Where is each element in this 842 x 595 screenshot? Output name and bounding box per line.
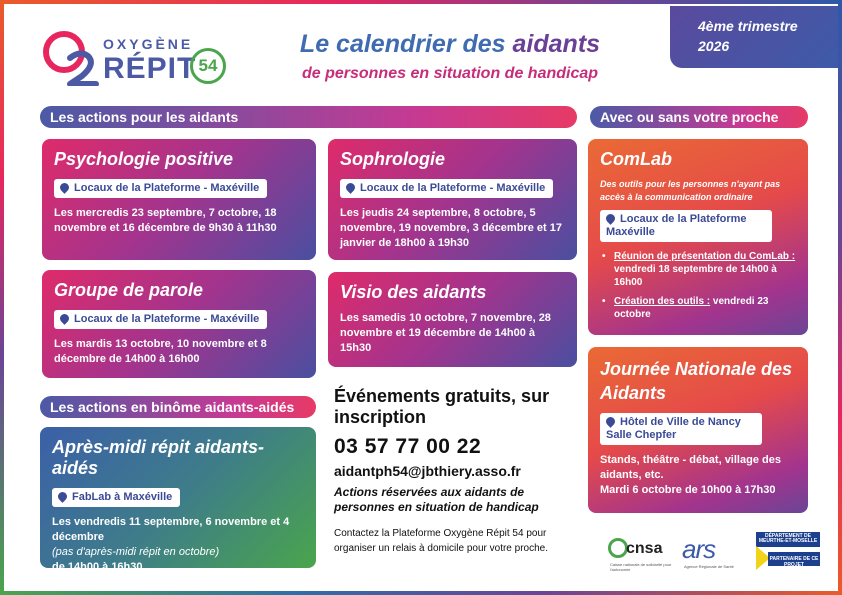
comlab-list [600, 250, 796, 321]
comlab-item-label: Réunion de présentation du ComLab : [614, 251, 796, 262]
card-psychologie [42, 139, 316, 260]
location-label: Locaux de la Plateforme - Maxéville [74, 182, 260, 194]
section-actions-aidants: Les actions pour les aidants [40, 106, 577, 128]
comlab-description: Des outils pour les personnes n'ayant pas accès à la communication ordinaire [600, 179, 781, 202]
reserved-notice: Actions réservées aux aidants de personnes en situation de handicap [334, 485, 539, 514]
section-binome: Les actions en binôme aidants-aidés [40, 396, 316, 418]
card-title: Groupe de parole [54, 280, 204, 300]
quarter-label: 4ème trimestre [698, 18, 798, 34]
card-title: Sophrologie [340, 149, 445, 169]
cnsa-tagline: Caisse nationale de solidarité pour l'autonomie [610, 562, 672, 572]
o2-logo-icon [40, 28, 110, 86]
dept-partner-label: PARTENAIRE DE CE PROJET [768, 552, 820, 566]
map-pin-icon [604, 212, 617, 225]
card-title: Psychologie positive [54, 149, 234, 169]
location-tag [600, 413, 762, 445]
map-pin-icon [604, 415, 617, 428]
title-part-1: Le calendrier des [299, 30, 513, 58]
ars-logo: ars [682, 534, 716, 564]
card-dates: Les samedis 10 octobre, 7 novembre, 28 novembre et 19 décembre de 14h00 à 15h30 [340, 312, 551, 354]
page-subtitle: de personnes en situation de handicap [301, 65, 599, 82]
section-avec-proche: Avec ou sans votre proche [590, 106, 808, 128]
events-info [334, 386, 584, 556]
location-tag [54, 179, 267, 198]
card-dates: Les vendredis 11 septembre, 6 novembre et 4 décembre [52, 516, 290, 543]
events-headline: Événements gratuits, sur inscription [334, 386, 550, 427]
cnsa-name: cnsa [626, 540, 663, 557]
card-note: (pas d'après-midi répit en octobre) [52, 546, 220, 558]
card-apres-midi [40, 427, 316, 573]
location-tag [600, 210, 772, 242]
frame-left-border [0, 0, 4, 595]
location-label: Hôtel de Ville de Nancy Salle Chepfer [606, 416, 741, 441]
card-title: Après-midi répit aidants-aidés [52, 437, 265, 478]
card-dates: Les jeudis 24 septembre, 8 octobre, 5 novembre, 19 novembre, 3 décembre et 17 janvier de 18h00 à 19h30 [340, 207, 562, 249]
location-label: Locaux de la Plateforme - Maxéville [74, 313, 260, 325]
card-journee-nationale [588, 347, 808, 513]
card-comlab [588, 139, 808, 335]
departement-logo [756, 532, 820, 572]
card-dates: Les mardis 13 octobre, 10 novembre et 8 décembre de 14h00 à 16h00 [54, 338, 267, 365]
location-tag [340, 179, 553, 198]
location-label: Locaux de la Plateforme Maxéville [606, 213, 747, 238]
cnsa-ring-icon [608, 538, 628, 558]
page-title [270, 30, 630, 59]
email-address[interactable]: aidantph54@jbthiery.asso.fr [334, 463, 521, 479]
card-dates: Les mercredis 23 septembre, 7 octobre, 18 novembre et 16 décembre de 9h30 à 11h30 [54, 207, 277, 234]
card-title: Journée Nationale des Aidants [600, 359, 793, 403]
card-groupe-parole [42, 270, 316, 378]
map-pin-icon [56, 490, 69, 503]
quarter-year: 2026 [698, 38, 730, 54]
card-title: ComLab [600, 149, 672, 169]
map-pin-icon [344, 181, 357, 194]
location-tag [52, 488, 180, 507]
comlab-item-date: vendredi 23 octobre [614, 296, 769, 320]
comlab-item-label: Création des outils : [614, 296, 711, 307]
journee-date: Mardi 6 octobre de 10h00 à 17h30 [600, 484, 776, 496]
journee-activities: Stands, théâtre - débat, village des aidants, etc. [600, 454, 781, 481]
quarter-badge [670, 6, 838, 68]
contact-text: Contactez la Plateforme Oxygène Répit 54 pour organiser un relais à domicile pour votre proche. [334, 528, 548, 554]
frame-top-border [0, 0, 842, 4]
frame-right-border [838, 0, 842, 595]
map-pin-icon [58, 181, 71, 194]
comlab-item-date: vendredi 18 septembre de 14h00 à 16h00 [614, 264, 777, 288]
logo-54-badge: 54 [190, 48, 226, 84]
logo-repit-text: RÉPIT [103, 52, 197, 85]
card-title: Visio des aidants [340, 282, 487, 302]
location-label: FabLab à Maxéville [72, 491, 173, 503]
card-visio [328, 272, 577, 367]
partner-logos [606, 530, 826, 576]
logo-oxygene-text: OXYGÈNE [103, 36, 194, 52]
card-sophrologie [328, 139, 577, 260]
cnsa-logo [606, 534, 676, 574]
location-label: Locaux de la Plateforme - Maxéville [360, 182, 546, 194]
location-tag [54, 310, 267, 329]
frame-bottom-border [0, 591, 842, 595]
phone-number[interactable]: 03 57 77 00 22 [334, 435, 482, 458]
list-item [600, 295, 796, 321]
map-pin-icon [58, 312, 71, 325]
ars-subtitle: Agence Régionale de Santé [684, 564, 734, 569]
card-time: de 14h00 à 16h30 [52, 561, 143, 573]
dept-name: DÉPARTEMENT DE MEURTHE-ET-MOSELLE [756, 532, 820, 547]
list-item [600, 250, 796, 289]
title-part-2: aidants [512, 30, 601, 58]
